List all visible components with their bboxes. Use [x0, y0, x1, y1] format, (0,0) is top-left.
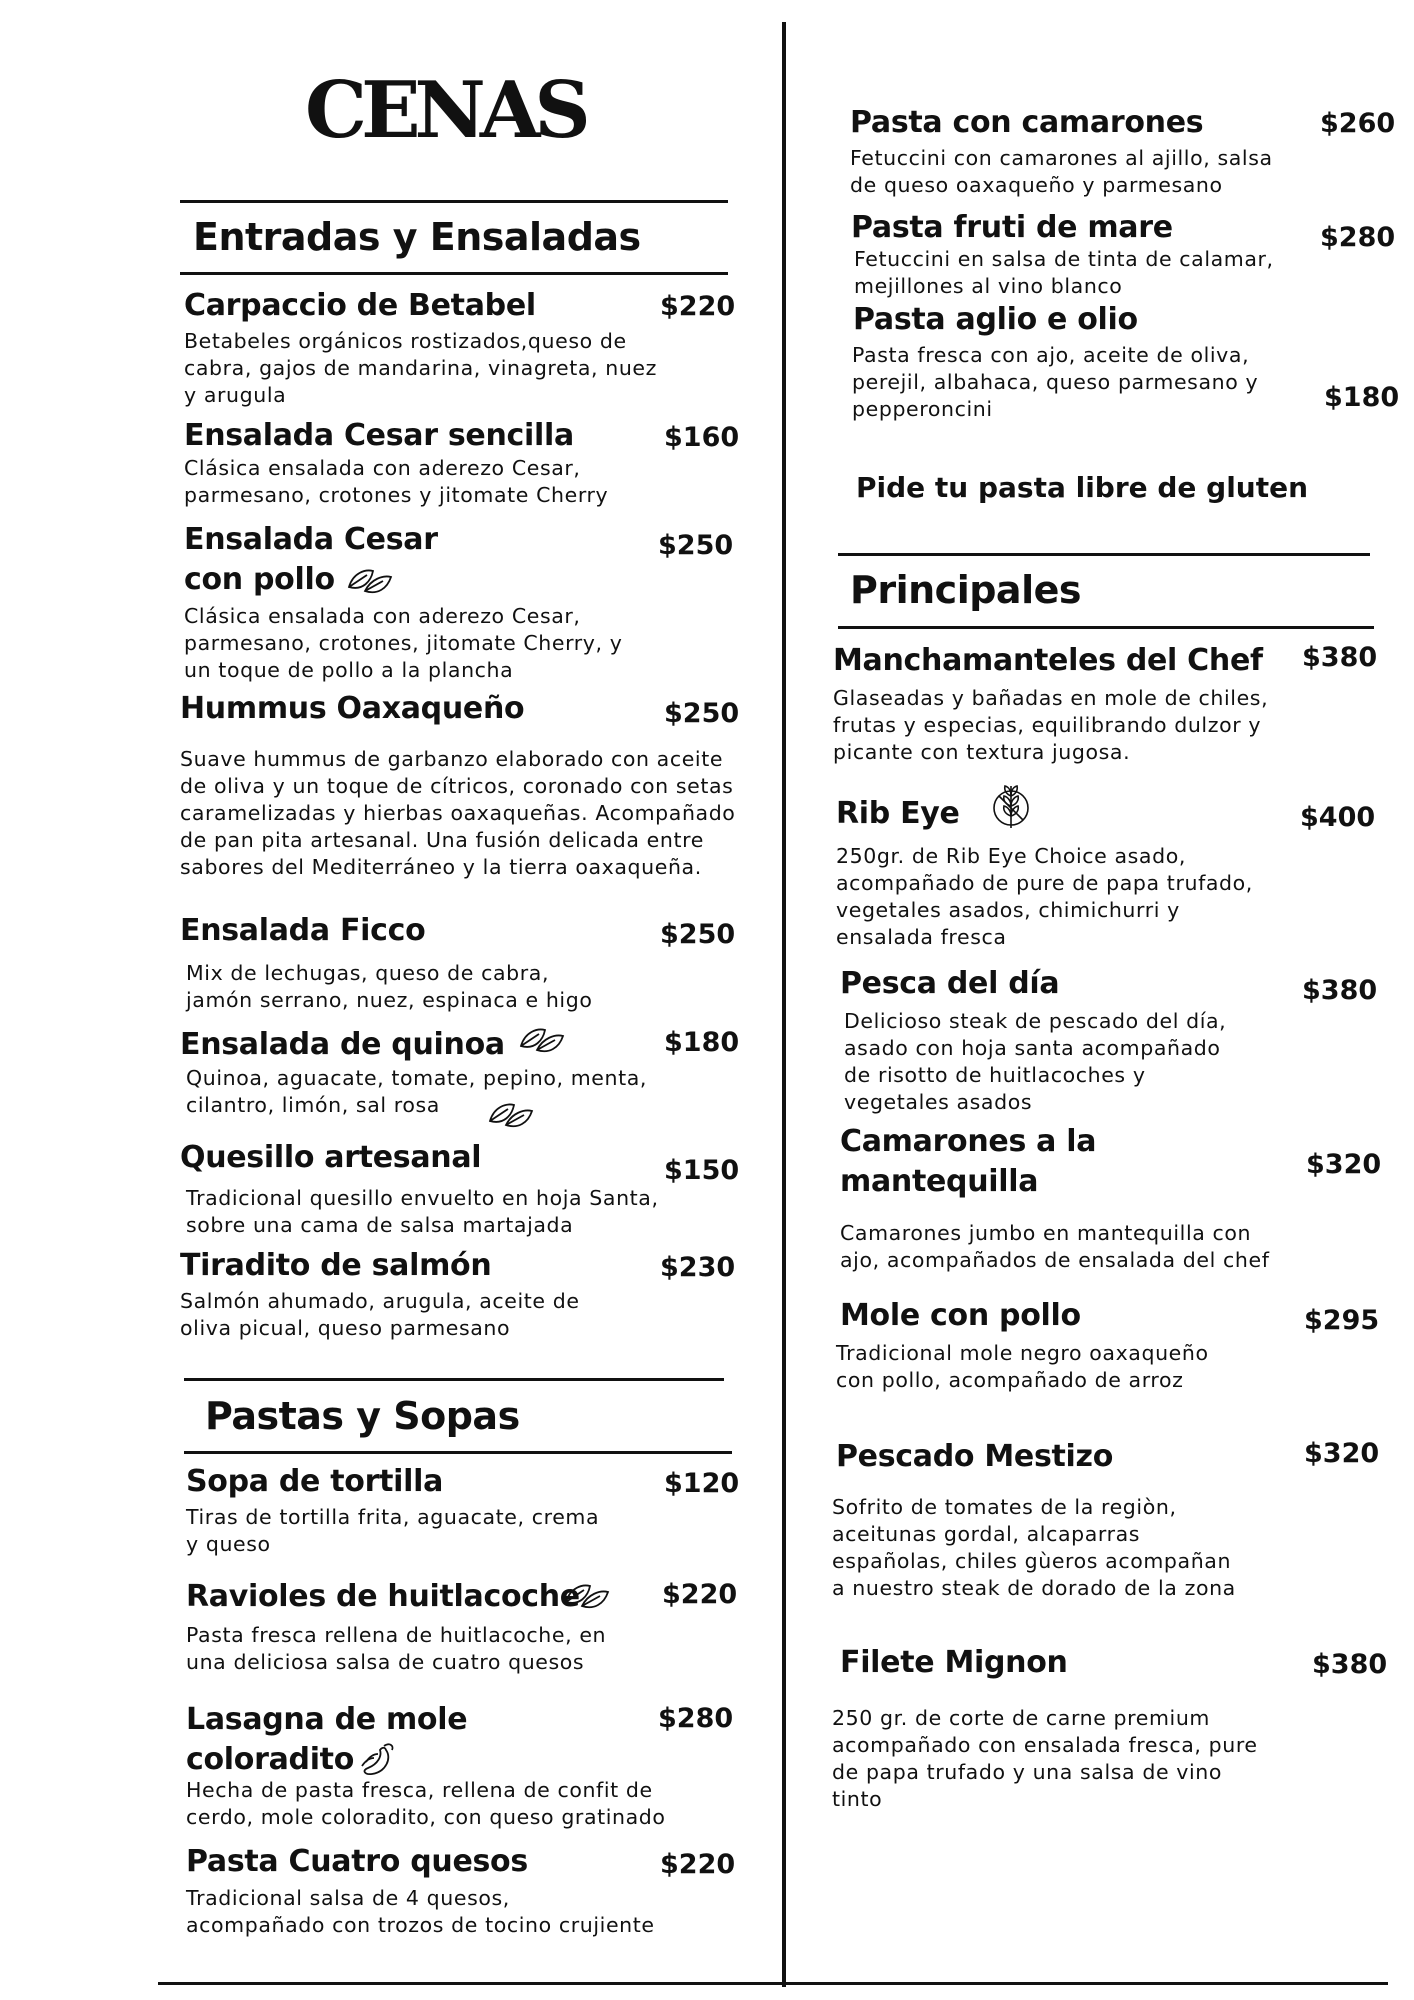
item-price-aglio-olio: $180 [1324, 382, 1400, 413]
item-desc-mole-pollo: Tradicional mole negro oaxaqueño con pollo, acompañado de arroz [836, 1341, 1209, 1392]
item-name-quinoa: Ensalada de quinoa [180, 1027, 505, 1062]
item-desc-camarones-mantequilla: Camarones jumbo en mantequilla con ajo, acompañados de ensalada del chef [840, 1221, 1270, 1272]
item-desc-pasta-camarones: Fetuccini con camarones al ajillo, salsa de queso oaxaqueño y parmesano [850, 146, 1273, 197]
item-name-quesillo: Quesillo artesanal [180, 1140, 482, 1175]
item-price-fruti-de-mare: $280 [1320, 222, 1396, 253]
section-title-principales: Principales [850, 568, 1081, 612]
chili-icon [356, 1736, 400, 1780]
item-desc-pescado-mestizo: Sofrito de tomates de la regiòn, aceitunas gordal, alcaparras españolas, chiles gùeros acompañan a nuestro steak de dorado de la zona [832, 1495, 1236, 1600]
gluten-free-note: Pide tu pasta libre de gluten [856, 471, 1309, 504]
item-name-mole-pollo: Mole con pollo [840, 1298, 1081, 1333]
leaf-icon [343, 563, 395, 599]
item-name-tiradito: Tiradito de salmón [180, 1248, 492, 1283]
item-price-mole-pollo: $295 [1304, 1305, 1380, 1336]
leaf-icon [515, 1022, 567, 1058]
item-price-hummus: $250 [664, 698, 740, 729]
item-name-pasta-camarones: Pasta con camarones [850, 105, 1204, 140]
item-price-tiradito: $230 [660, 1252, 736, 1283]
item-price-quinoa: $180 [664, 1027, 740, 1058]
item-name-cesar-pollo: Ensalada Cesar con pollo [184, 522, 438, 597]
item-price-pescado-mestizo: $320 [1304, 1438, 1380, 1469]
item-price-cesar-sencilla: $160 [664, 422, 740, 453]
item-desc-aglio-olio: Pasta fresca con ajo, aceite de oliva, perejil, albahaca, queso parmesano y pepperoncini [852, 343, 1259, 421]
item-desc-ravioles: Pasta fresca rellena de huitlacoche, en una deliciosa salsa de cuatro quesos [186, 1623, 607, 1674]
item-desc-ficco: Mix de lechugas, queso de cabra, jamón serrano, nuez, espinaca e higo [186, 961, 593, 1012]
item-desc-pesca-del-dia: Delicioso steak de pescado del día, asado con hoja santa acompañado de risotto de huitlacoches y vegetales asados [844, 1009, 1227, 1114]
item-desc-quinoa: Quinoa, aguacate, tomate, pepino, menta, cilantro, limón, sal rosa [186, 1066, 647, 1117]
item-desc-cesar-pollo: Clásica ensalada con aderezo Cesar, parmesano, crotones, jitomate Cherry, y un toque de pollo a la plancha [184, 604, 623, 682]
item-price-carpaccio: $220 [660, 291, 736, 322]
item-price-quesillo: $150 [664, 1155, 740, 1186]
item-name-pesca-del-dia: Pesca del día [840, 966, 1060, 1001]
item-name-ficco: Ensalada Ficco [180, 913, 426, 948]
column-divider [782, 22, 786, 1987]
item-desc-cesar-sencilla: Clásica ensalada con aderezo Cesar, parmesano, crotones y jitomate Cherry [184, 456, 609, 507]
item-price-cesar-pollo: $250 [658, 530, 734, 561]
item-desc-cuatro-quesos: Tradicional salsa de 4 quesos, acompañado con trozos de tocino crujiente [186, 1886, 655, 1937]
item-name-cesar-sencilla: Ensalada Cesar sencilla [184, 418, 574, 453]
item-price-ficco: $250 [660, 919, 736, 950]
section-rule [184, 1451, 732, 1454]
item-price-camarones-mantequilla: $320 [1306, 1149, 1382, 1180]
leaf-icon [560, 1578, 612, 1614]
section-rule [838, 553, 1370, 556]
item-name-camarones-mantequilla: Camarones a la mantequilla [840, 1124, 1097, 1199]
item-price-rib-eye: $400 [1300, 802, 1376, 833]
item-desc-carpaccio: Betabeles orgánicos rostizados,queso de cabra, gajos de mandarina, vinagreta, nuez y arugula [184, 329, 658, 407]
section-title-pastas: Pastas y Sopas [205, 1394, 520, 1438]
wheat-free-icon [988, 780, 1034, 832]
item-price-sopa-tortilla: $120 [664, 1468, 740, 1499]
item-name-carpaccio: Carpaccio de Betabel [184, 288, 536, 323]
bottom-rule [158, 1982, 1388, 1985]
item-desc-manchamanteles: Glaseadas y bañadas en mole de chiles, frutas y especias, equilibrando dulzor y picante con textura jugosa. [833, 686, 1269, 764]
item-price-cuatro-quesos: $220 [660, 1849, 736, 1880]
item-name-aglio-olio: Pasta aglio e olio [853, 302, 1138, 337]
item-name-hummus: Hummus Oaxaqueño [180, 691, 525, 726]
item-name-pescado-mestizo: Pescado Mestizo [836, 1439, 1113, 1474]
section-rule [180, 200, 728, 203]
item-name-fruti-de-mare: Pasta fruti de mare [851, 210, 1173, 245]
section-rule [184, 1378, 724, 1381]
section-title-entradas: Entradas y Ensaladas [193, 215, 641, 259]
section-rule [838, 626, 1374, 629]
item-name-filete-mignon: Filete Mignon [840, 1645, 1068, 1680]
leaf-icon [484, 1097, 536, 1133]
item-desc-fruti-de-mare: Fetuccini en salsa de tinta de calamar, mejillones al vino blanco [854, 247, 1274, 298]
item-desc-filete-mignon: 250 gr. de corte de carne premium acompañado con ensalada fresca, pure de papa trufado y una salsa de vino tinto [832, 1706, 1258, 1811]
item-price-pasta-camarones: $260 [1320, 108, 1396, 139]
section-rule [180, 272, 728, 275]
item-desc-rib-eye: 250gr. de Rib Eye Choice asado, acompañado de pure de papa trufado, vegetales asados, chimichurri y ensalada fresca [836, 844, 1253, 949]
item-desc-quesillo: Tradicional quesillo envuelto en hoja Santa, sobre una cama de salsa martajada [186, 1186, 659, 1237]
item-desc-sopa-tortilla: Tiras de tortilla frita, aguacate, crema y queso [186, 1505, 600, 1556]
item-desc-tiradito: Salmón ahumado, arugula, aceite de oliva picual, queso parmesano [180, 1289, 580, 1340]
item-name-cuatro-quesos: Pasta Cuatro quesos [186, 1844, 528, 1879]
item-desc-lasagna: Hecha de pasta fresca, rellena de confit de cerdo, mole coloradito, con queso gratinado [186, 1778, 666, 1829]
item-price-manchamanteles: $380 [1302, 642, 1378, 673]
item-name-sopa-tortilla: Sopa de tortilla [186, 1464, 444, 1499]
item-name-manchamanteles: Manchamanteles del Chef [833, 643, 1263, 678]
menu-title: CENAS [305, 65, 585, 156]
item-desc-hummus: Suave hummus de garbanzo elaborado con aceite de oliva y un toque de cítricos, coronado con setas caramelizadas y hierbas oaxaqueñas. Acompañado de pan pita artesanal. Una fusión delicada entre sabores del Mediterráneo y la tierra oaxaqueña. [180, 747, 736, 879]
item-price-filete-mignon: $380 [1312, 1649, 1388, 1680]
item-name-rib-eye: Rib Eye [836, 796, 960, 831]
item-price-lasagna: $280 [658, 1703, 734, 1734]
item-price-pesca-del-dia: $380 [1302, 975, 1378, 1006]
item-name-ravioles: Ravioles de huitlacoche [186, 1579, 580, 1614]
item-name-lasagna: Lasagna de mole coloradito [186, 1702, 468, 1777]
item-price-ravioles: $220 [662, 1579, 738, 1610]
